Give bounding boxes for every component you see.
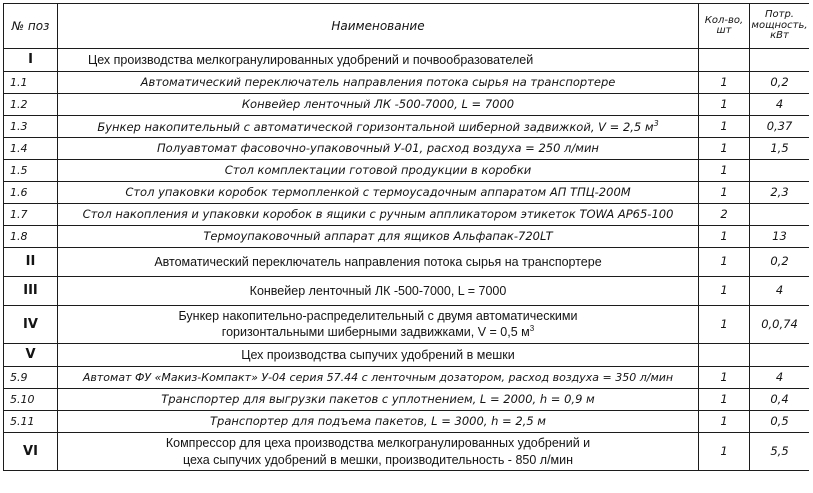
row-name: Полуавтомат фасовочно-упаковочный У-01, расход воздуха = 250 л/мин xyxy=(58,138,699,160)
row-pos: 1.5 xyxy=(4,160,58,182)
row-name: Конвейер ленточный ЛК -500-7000, L = 7000 xyxy=(58,277,699,306)
row-name: Стол комплектации готовой продукции в коробки xyxy=(58,160,699,182)
header-pos: № поз xyxy=(4,4,58,49)
row-power: 4 xyxy=(750,94,810,116)
table-row xyxy=(4,226,810,248)
row-name xyxy=(58,433,699,471)
row-pos: IV xyxy=(4,306,58,344)
row-power: 2,3 xyxy=(750,182,810,204)
row-qty xyxy=(699,344,750,367)
row-qty: 1 xyxy=(699,433,750,471)
row-pos: 5.11 xyxy=(4,411,58,433)
row-name xyxy=(58,116,699,138)
table-row xyxy=(4,138,810,160)
row-name: Цех производства мелкогранулированных удобрений и почвообразователей xyxy=(58,49,699,72)
row-power: 0,5 xyxy=(750,411,810,433)
row-name: Автомат ФУ «Макиз-Компакт» У-04 серия 57.44 с ленточным дозатором, расход воздуха = 350 л/мин xyxy=(58,367,699,389)
row-name-line2: цеха сыпучих удобрений в мешки, производительность - 850 л/мин xyxy=(182,452,574,467)
row-qty: 1 xyxy=(699,182,750,204)
table-row xyxy=(4,248,810,277)
row-pos: 1.4 xyxy=(4,138,58,160)
row-pos: VI xyxy=(4,433,58,471)
row-name: Автоматический переключатель направления потока сырья на транспортере xyxy=(58,248,699,277)
table-row xyxy=(4,367,810,389)
row-pos: 1.7 xyxy=(4,204,58,226)
row-power: 4 xyxy=(750,367,810,389)
specification-sheet xyxy=(3,3,809,493)
row-power: 0,2 xyxy=(750,248,810,277)
row-power: 0,2 xyxy=(750,72,810,94)
row-name: Транспортер для выгрузки пакетов с уплотнением, L = 2000, h = 0,9 м xyxy=(58,389,699,411)
row-pos: 5.10 xyxy=(4,389,58,411)
row-name-line1: Бункер накопительно-распределительный с двумя автоматическими xyxy=(178,309,578,324)
row-name-line1: Компрессор для цеха производства мелкогранулированных удобрений и xyxy=(165,436,591,451)
row-power: 4 xyxy=(750,277,810,306)
table-row xyxy=(4,411,810,433)
row-qty: 2 xyxy=(699,204,750,226)
row-name xyxy=(58,306,699,344)
row-pos: 1.1 xyxy=(4,72,58,94)
row-qty: 1 xyxy=(699,367,750,389)
table-row xyxy=(4,433,810,471)
table-row xyxy=(4,49,810,72)
row-qty: 1 xyxy=(699,306,750,344)
row-pos: I xyxy=(4,49,58,72)
row-qty: 1 xyxy=(699,116,750,138)
row-pos: 1.6 xyxy=(4,182,58,204)
row-power: 5,5 xyxy=(750,433,810,471)
row-qty: 1 xyxy=(699,138,750,160)
header-name: Наименование xyxy=(58,4,699,49)
table-row xyxy=(4,204,810,226)
row-pos: 1.8 xyxy=(4,226,58,248)
table-row xyxy=(4,306,810,344)
row-power xyxy=(750,49,810,72)
row-power: 0,4 xyxy=(750,389,810,411)
row-qty: 1 xyxy=(699,72,750,94)
row-name: Стол накопления и упаковки коробок в ящики с ручным аппликатором этикеток TOWA AP65-100 xyxy=(58,204,699,226)
table-row xyxy=(4,116,810,138)
superscript-cubed: 3 xyxy=(529,324,535,334)
table-header-row xyxy=(4,4,810,49)
table-row xyxy=(4,72,810,94)
row-name-line2: горизонтальными шиберными задвижками, V = 0,5 м xyxy=(221,325,530,340)
row-power xyxy=(750,160,810,182)
row-pos: III xyxy=(4,277,58,306)
row-power xyxy=(750,204,810,226)
row-name: Конвейер ленточный ЛК -500-7000, L = 7000 xyxy=(58,94,699,116)
row-power: 0,37 xyxy=(750,116,810,138)
row-pos: II xyxy=(4,248,58,277)
row-power: 13 xyxy=(750,226,810,248)
row-name-text: Бункер накопительный с автоматической горизонтальной шиберной задвижкой, V = 2,5 м xyxy=(97,119,654,134)
row-power xyxy=(750,344,810,367)
row-qty: 1 xyxy=(699,160,750,182)
table-row xyxy=(4,160,810,182)
row-pos: 1.3 xyxy=(4,116,58,138)
row-pos: 1.2 xyxy=(4,94,58,116)
table-row xyxy=(4,94,810,116)
row-power: 0,0,74 xyxy=(750,306,810,344)
table-row xyxy=(4,389,810,411)
row-name: Транспортер для подъема пакетов, L = 3000, h = 2,5 м xyxy=(58,411,699,433)
row-name: Цех производства сыпучих удобрений в мешки xyxy=(58,344,699,367)
row-name: Термоупаковочный аппарат для ящиков Альфапак-720LT xyxy=(58,226,699,248)
row-qty: 1 xyxy=(699,389,750,411)
row-pos: 5.9 xyxy=(4,367,58,389)
row-qty: 1 xyxy=(699,277,750,306)
superscript-cubed: 3 xyxy=(653,118,659,128)
table-row xyxy=(4,182,810,204)
table-row xyxy=(4,277,810,306)
header-power: Потр. мощность, кВт xyxy=(750,4,810,49)
equipment-specification-table xyxy=(3,3,809,471)
row-name: Автоматический переключатель направления потока сырья на транспортере xyxy=(58,72,699,94)
row-qty: 1 xyxy=(699,411,750,433)
header-qty: Кол-во, шт xyxy=(699,4,750,49)
row-qty: 1 xyxy=(699,94,750,116)
row-qty: 1 xyxy=(699,248,750,277)
table-row xyxy=(4,344,810,367)
row-name: Стол упаковки коробок термопленкой с термоусадочным аппаратом АП ТПЦ-200М xyxy=(58,182,699,204)
row-pos: V xyxy=(4,344,58,367)
row-qty: 1 xyxy=(699,226,750,248)
row-power: 1,5 xyxy=(750,138,810,160)
row-qty xyxy=(699,49,750,72)
